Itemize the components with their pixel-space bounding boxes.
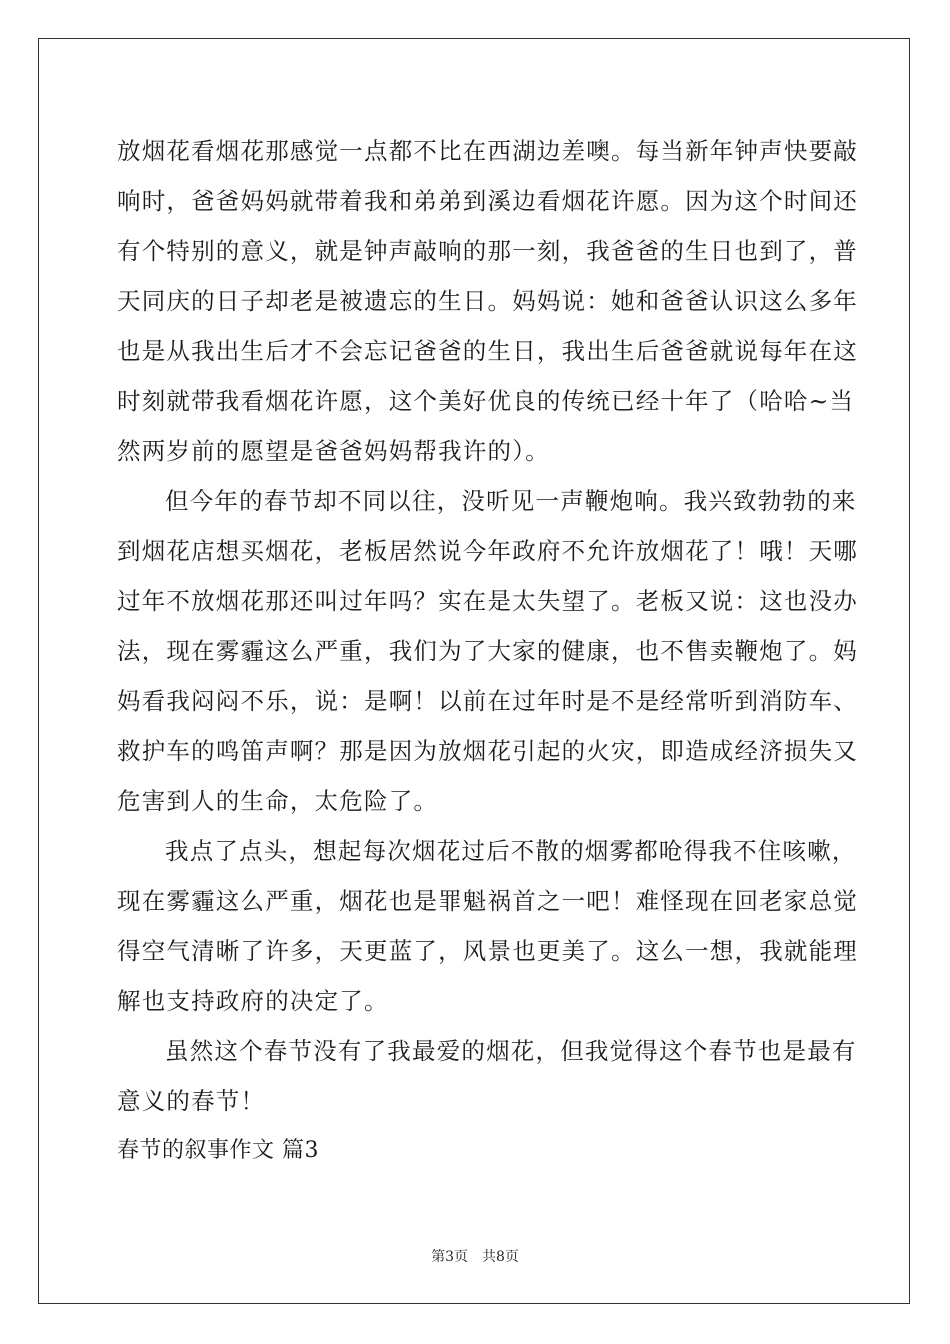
text-line: 有个特别的意义，就是钟声敲响的那一刻，我爸爸的生日也到了，普: [117, 237, 858, 265]
text-line: 危害到人的生命，太危险了。: [117, 787, 439, 815]
page-footer: [0, 1246, 950, 1266]
text-line: 但今年的春节却不同以往，没听见一声鞭炮响。我兴致勃勃的来: [165, 487, 857, 515]
text-line: 过年不放烟花那还叫过年吗？实在是太失望了。老板又说：这也没办: [117, 587, 858, 615]
text-line: 得空气清晰了许多，天更蓝了，风景也更美了。这么一想，我就能理: [117, 937, 858, 965]
text-line: 救护车的鸣笛声啊？那是因为放烟花引起的火灾，即造成经济损失又: [117, 737, 858, 765]
text-line: 法，现在雾霾这么严重，我们为了大家的健康，也不售卖鞭炮了。妈: [117, 637, 858, 665]
paragraph-3: [117, 826, 858, 1026]
text-line: 解也支持政府的决定了。: [117, 987, 389, 1015]
document-body: [117, 126, 858, 1176]
paragraph-1: [117, 126, 858, 476]
page-number: 第3页: [431, 1249, 468, 1265]
section-heading: 春节的叙事作文 篇3: [117, 1138, 319, 1163]
text-line: 天同庆的日子却老是被遗忘的生日。妈妈说：她和爸爸认识这么多年: [117, 287, 858, 315]
text-line: 然两岁前的愿望是爸爸妈妈帮我许的）。: [117, 437, 550, 465]
text-line: 意义的春节！: [117, 1087, 266, 1115]
text-line: 虽然这个春节没有了我最爱的烟花，但我觉得这个春节也是最有: [165, 1037, 857, 1065]
text-line: 现在雾霾这么严重，烟花也是罪魁祸首之一吧！难怪现在回老家总觉: [117, 887, 858, 915]
text-line: 到烟花店想买烟花，老板居然说今年政府不允许放烟花了！哦！天哪: [117, 537, 858, 565]
text-line: 也是从我出生后才不会忘记爸爸的生日，我出生后爸爸就说每年在这: [117, 337, 858, 365]
page-total: 共8页: [482, 1249, 519, 1265]
text-line: 时刻就带我看烟花许愿，这个美好优良的传统已经十年了（哈哈~当: [117, 387, 855, 415]
paragraph-2: [117, 476, 858, 826]
text-line: 妈看我闷闷不乐，说：是啊！以前在过年时是不是经常听到消防车、: [117, 687, 858, 715]
text-line: 我点了点头，想起每次烟花过后不散的烟雾都呛得我不住咳嗽，: [165, 837, 857, 865]
paragraph-4: [117, 1026, 857, 1126]
text-line: 响时，爸爸妈妈就带着我和弟弟到溪边看烟花许愿。因为这个时间还: [117, 187, 858, 215]
text-line: 放烟花看烟花那感觉一点都不比在西湖边差噢。每当新年钟声快要敲: [117, 137, 858, 165]
